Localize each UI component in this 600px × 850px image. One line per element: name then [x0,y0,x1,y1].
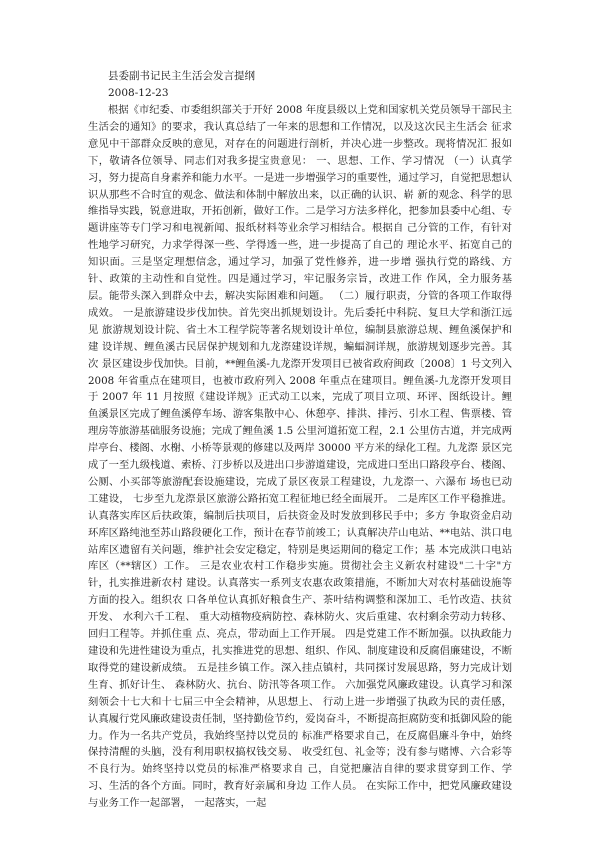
document-body: 根据《市纪委、市委组织部关于开好 2008 年度县级以上党和国家机关党员领导干部民主生活会的通知》的要求，我认真总结了一年来的思想和工作情况，以及这次民主生活会 征求意见中干部群众反映的意见，对存在的问题进行剖析，并决心进一步整改。现将情况汇 报如下，敬请各位领导、同志们对我多提宝贵意见： 一、思想、工作、学习情况 （一）认真学习，努力提高自身素养和能力水平。一是进一步增强学习的重要性，通过学习，自觉把思想认识从那些不合时宜的观念、做法和体制中解放出来，以正确的认识、崭 新的观念、科学的思维指导实践，锐意进取，开拓创新，做好工作。二是学习方法多样化，把参加县委中心组、专题讲座等专门学习和电视新闻、报纸材料等业余学习相结合。根据自 己分管的工作，有针对性地学习研究，力求学得深一些、学得透一些，进一步提高了自己的 理论水平、拓宽自己的知识面。三是坚定理想信念，通过学习，加强了党性修养，进一步增 强执行党的路线、方针、政策的主动性和自觉性。四是通过学习，牢记服务宗旨，改进工作 作风，全力服务基层。能带头深入到群众中去，解决实际困难和问题。 （二）履行职责，分管的各项工作取得成效。 一是旅游建设步伐加快。首先突出抓规划设计。先后委托中科院、复旦大学和浙江远见 旅游规划设计院、省土木工程学院等著名规划设计单位，编制县旅游总规、鲤鱼溪保护和建 设详规、鲤鱼溪古民居保护规划和九龙漈建设详规，蝙蝠洞详规，旅游规划逐步完善。其次 景区建设步伐加快。目前，**鲤鱼溪-九龙漈开发项目已被省政府闽政〔2008〕1 号文列入 2008 年省重点在建项目，也被市政府列入 2008 年重点在建项目。鲤鱼溪-九龙漈开发项目于 2007 年 11 月按照《建设详规》正式动工以来，完成了项目立项、环评、图纸设计。鲤 鱼溪景区完成了鲤鱼溪停车场、游客集散中心、休憩亭、排洪、排污、引水工程、售票楼、管理房等旅游基础服务设施；完成了鲤鱼溪 1.5 公里河道拓宽工程，2.1 公里仿古道，并完成两岸亭台、楼阁、水榭、小桥等景观的修建以及两岸 30000 平方米的绿化工程。九龙漈 景区完成了一至九级栈道、索桥、汀步桥以及进出口步游道建设，完成进口至出口路段亭台、楼阁、公厕、小买部等旅游配套设施建设，完成了景区夜景工程建设，九龙漈一、六瀑布 场也已动工建设， 七步至九龙漈景区旅游公路拓宽工程征地已经全面展开。 二是库区工作平稳推进。认真落实库区后扶政策，编制后扶项目，后扶资金及时发放到移民手中；多方 争取资金启动环库区路纯池至苏山路段硬化工作，预计在春节前竣工；认真解决芹山电站、**电站、洪口电站库区遗留有关问题，维护社会安定稳定，特别是奥运期间的稳定工作；基 本完成洪口电站库区（**辖区）工作。 三是农业农村工作稳步实施。贯彻社会主义新农村建设"二十字"方针，扎实推进新农村 建设。认真落实一系列支农惠农政策措施，不断加大对农村基础设施等方面的投入。组织农 口各单位认真抓好粮食生产、茶叶结构调整和深加工、毛竹改造、扶贫开发、 水利六千工程、 重大动植物疫病防控、森林防火、灾后重建、农村剩余劳动力转移、回归工程等。并抓住重 点、亮点，带动面上工作开展。 四是党建工作不断加强。以执政能力建设和先进性建设为重点，扎实推进党的思想、组织、作风、制度建设和反腐倡廉建设，不断取得党的建设新成绩。 五是挂乡镇工作。深入挂点镇村，共同探讨发展思路，努力完成计划生育、抓好计生、 森林防火、抗台、防汛等各项工作。 六加强党风廉政建设。认真学习和深刻领会十七大和十七届三中全会精神，从思想上、 行动上进一步增强了执政为民的责任感， 认真履行党风廉政建设责任制，坚持勤俭节约，爱岗奋斗，不断提高拒腐防变和抵御风险的能力。作为一名共产党员，我始终坚持以党员的 标准严格要求自己，在反腐倡廉斗争中，始终保持清醒的头脑，没有利用职权搞权钱交易、 收受红包、礼金等；没有参与赌博、六合彩等不良行为。始终坚持以党员的标准严格要求自 己，自觉把廉洁自律的要求贯穿到工作、学习、生活的各个方面。同时，教育好亲属和身边 工作人员。 在实际工作中，把党风廉政建设与业务工作一起部署， 一起落实，一起 [88,104,512,810]
document-date: 2008-12-23 [108,87,169,99]
document-page [88,68,512,812]
document-title: 县委副书记民主生活会发言提纲 [108,70,255,82]
